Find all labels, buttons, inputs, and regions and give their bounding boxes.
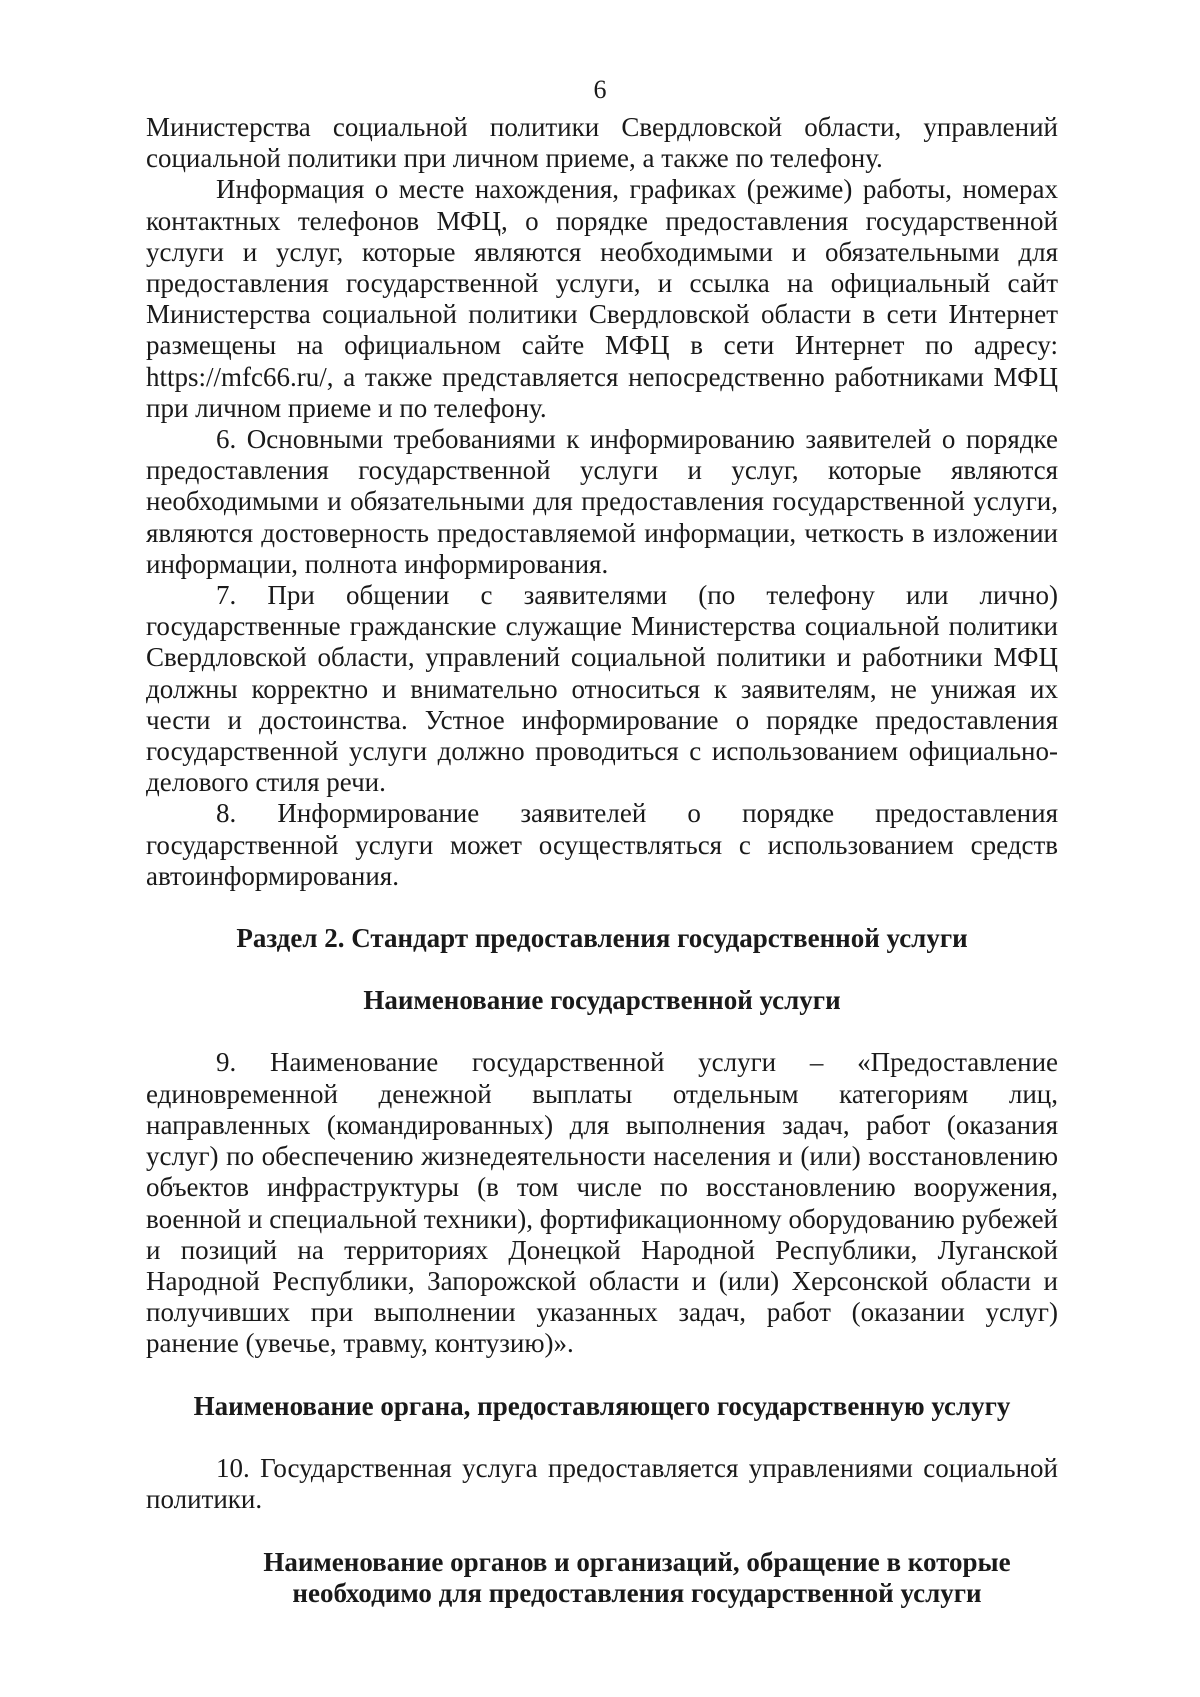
- paragraph-continuation: Министерства социальной политики Свердловской области, управлений социальной политики при личном приеме, а также по телефону.: [146, 112, 1058, 174]
- paragraph-9: 9. Наименование государственной услуги – «Предоставление единовременной денежной выплаты отдельным категориям лиц, направленных (командированных) для выполнения задач, работ (оказания услуг) по обеспечению жизнедеятельности населения и (или) восстановлению объектов инфраструктуры (в том числе по восстановлению вооружения, военной и специальной техники), фортификационному оборудованию рубежей и позиций на территориях Донецкой Народной Республики, Луганской Народной Республики, Запорожской области и (или) Херсонской области и получивших при выполнении указанных задач, работ (оказании услуг) ранение (увечье, травму, контузию)».: [146, 1047, 1058, 1359]
- document-body: [146, 112, 1058, 1610]
- service-name-heading: Наименование государственной услуги: [363, 985, 841, 1016]
- page-number: 6: [593, 75, 607, 104]
- organizations-heading-line-1: Наименование органов и организаций, обращение в которые: [263, 1547, 1011, 1578]
- organizations-heading-line-2: необходимо для предоставления государственной услуги: [292, 1578, 982, 1609]
- section-2-heading: Раздел 2. Стандарт предоставления государственной услуги: [236, 923, 968, 954]
- authority-heading: Наименование органа, предоставляющего государственную услугу: [193, 1390, 1011, 1421]
- paragraph-6: 6. Основными требованиями к информированию заявителей о порядке предоставления государственной услуги и услуг, которые являются необходимыми и обязательными для предоставления государственной услуги, являются достоверность предоставляемой информации, четкость в изложении информации, полнота информирования.: [146, 424, 1058, 579]
- paragraph-7: 7. При общении с заявителями (по телефону или лично) государственные гражданские служащие Министерства социальной политики Свердловской области, управлений социальной политики и работники МФЦ должны корректно и внимательно относиться к заявителям, не унижая их чести и достоинства. Устное информирование о порядке предоставления государственной услуги должно проводиться с использованием официально-делового стиля речи.: [146, 580, 1058, 798]
- organizations-heading: [146, 1547, 1058, 1609]
- paragraph-10: 10. Государственная услуга предоставляется управлениями социальной политики.: [146, 1452, 1058, 1514]
- paragraph-mfc-info: Информация о месте нахождения, графиках (режиме) работы, номерах контактных телефонов МФЦ, о порядке предоставления государственной услуги и услуг, которые являются необходимыми и обязательными для предоставления государственной услуги, и ссылка на официальный сайт Министерства социальной политики Свердловской области в сети Интернет размещены на официальном сайте МФЦ в сети Интернет по адресу: https://mfc66.ru/, а также представляется непосредственно работниками МФЦ при личном приеме и по телефону.: [146, 174, 1058, 423]
- paragraph-8: 8. Информирование заявителей о порядке предоставления государственной услуги может осуществляться с использованием средств автоинформирования.: [146, 798, 1058, 891]
